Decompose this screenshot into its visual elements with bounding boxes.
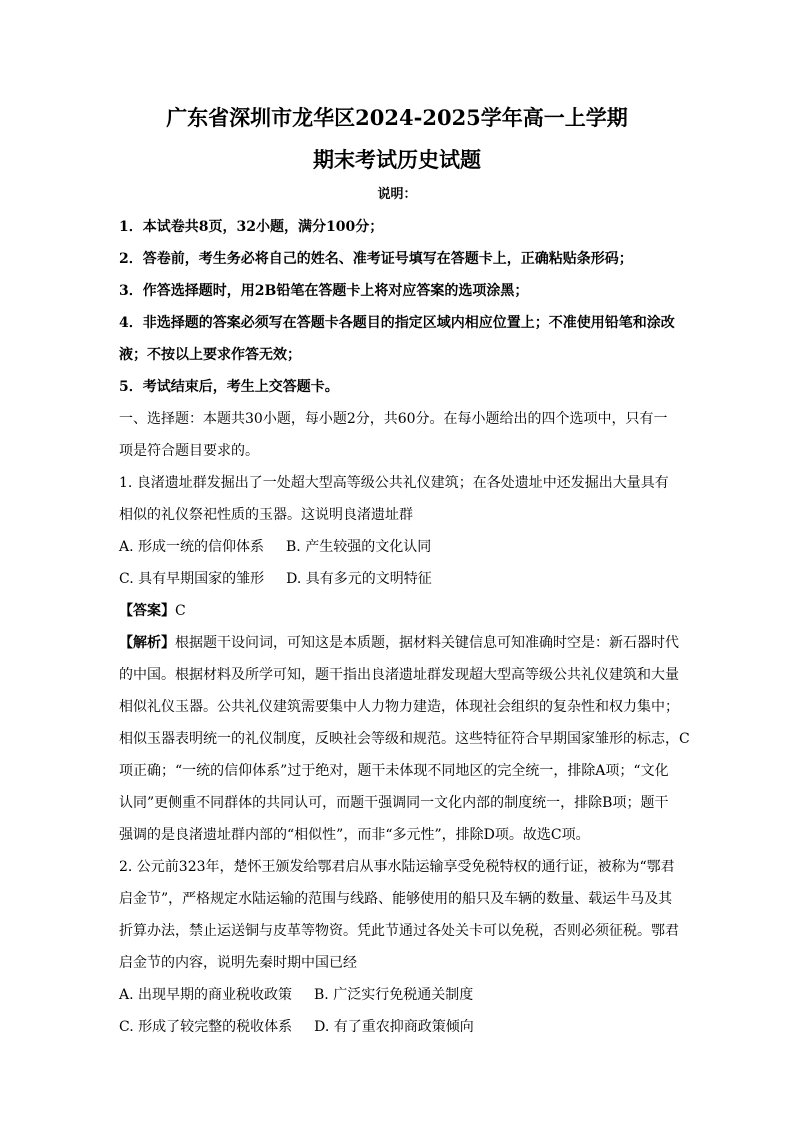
- analysis-line-6: 认同”更侧重不同群体的共同认可，而题干强调同一文化内部的制度统一，排除B项；题干: [119, 795, 669, 811]
- instruction-2: 2．答卷前，考生务必将自己的姓名、准考证号填写在答题卡上，正确粘贴条形码；: [119, 251, 633, 267]
- question-1-analysis: [119, 633, 679, 653]
- analysis-line-1: 根据题干设问词，可知这是本质题，据材料关键信息可知准确时空是：新石器时代: [175, 635, 679, 651]
- instruction-1: 1．本试卷共8页，32小题，满分100分；: [119, 219, 384, 235]
- question-1-option-d: D. 具有多元的文明特征: [286, 571, 432, 587]
- instruction-5: 5．考试结束后，考生上交答题卡。: [119, 379, 339, 395]
- analysis-line-5: 项正确；“一统的信仰体系”过于绝对，题干未体现不同地区的完全统一，排除A项；“文化: [119, 763, 669, 779]
- question-2-stem-line-3: 折算办法，禁止运送铜与皮革等物资。凭此节通过各处关卡可以免税，否则必须征税。鄂君: [119, 923, 679, 939]
- instructions-heading: 说明：: [377, 187, 417, 202]
- instruction-4-continued: 液；不按以上要求作答无效；: [119, 347, 301, 363]
- question-2-stem-line-2: 启金节”，严格规定水陆运输的范围与线路、能够使用的船只及车辆的数量、载运牛马及其: [119, 891, 673, 907]
- question-1-answer: [119, 601, 679, 621]
- instruction-4: 4．非选择题的答案必须写在答题卡各题目的指定区域内相应位置上；不准使用铅笔和涂改: [119, 315, 675, 331]
- question-2-options-row-2: [119, 1017, 679, 1037]
- analysis-line-4: 相似玉器表明统一的礼仪制度，反映社会等级和规范。这些特征符合早期国家雏形的标志，C: [119, 731, 690, 747]
- question-2-option-d: D. 有了重农抑商政策倾向: [314, 1019, 474, 1035]
- question-2-option-c: C. 形成了较完整的税收体系: [119, 1019, 293, 1035]
- analysis-line-2: 的中国。根据材料及所学可知，题干指出良渚遗址群发现超大型高等级公共礼仪建筑和大量: [119, 667, 679, 683]
- analysis-line-7: 强调的是良渚遗址群内部的“相似性”，而非“多元性”，排除D项。故选C项。: [119, 827, 590, 843]
- analysis-line-3: 相似礼仪玉器。公共礼仪建筑需要集中人力物力建造，体现社会组织的复杂性和权力集中；: [119, 699, 679, 715]
- question-2-stem: 2. 公元前323年，楚怀王颁发给鄂君启从事水陆运输享受免税特权的通行证，被称为“鄂君: [119, 859, 675, 875]
- question-2-options-row-1: [119, 985, 679, 1005]
- answer-value: C: [175, 603, 186, 619]
- question-2-option-a: A. 出现早期的商业税收政策: [119, 987, 293, 1003]
- question-1-option-b: B. 产生较强的文化认同: [286, 539, 432, 555]
- question-2-stem-line-4: 启金节的内容，说明先秦时期中国已经: [119, 955, 357, 971]
- answer-label: 【答案】: [119, 603, 175, 619]
- question-1-option-c: C. 具有早期国家的雏形: [119, 571, 265, 587]
- exam-title-line-2: 期末考试历史试题: [313, 147, 481, 172]
- question-1-stem: 1. 良渚遗址群发掘出了一处超大型高等级公共礼仪建筑；在各处遗址中还发掘出大量具有: [119, 475, 669, 491]
- question-1-stem-continued: 相似的礼仪祭祀性质的玉器。这说明良渚遗址群: [119, 507, 413, 523]
- exam-title-line-1: 广东省深圳市龙华区2024-2025学年高一上学期: [166, 105, 628, 130]
- analysis-label: 【解析】: [119, 635, 175, 651]
- question-2-option-b: B. 广泛实行免税通关制度: [314, 987, 474, 1003]
- section-heading: 一、选择题：本题共30小题，每小题2分，共60分。在每小题给出的四个选项中，只有一: [119, 411, 668, 427]
- question-1-options-row-2: [119, 569, 679, 589]
- section-heading-continued: 项是符合题目要求的。: [119, 443, 259, 459]
- question-1-options-row-1: [119, 537, 679, 557]
- instruction-3: 3．作答选择题时，用2B铅笔在答题卡上将对应答案的选项涂黑；: [119, 283, 529, 299]
- question-1-option-a: A. 形成一统的信仰体系: [119, 539, 265, 555]
